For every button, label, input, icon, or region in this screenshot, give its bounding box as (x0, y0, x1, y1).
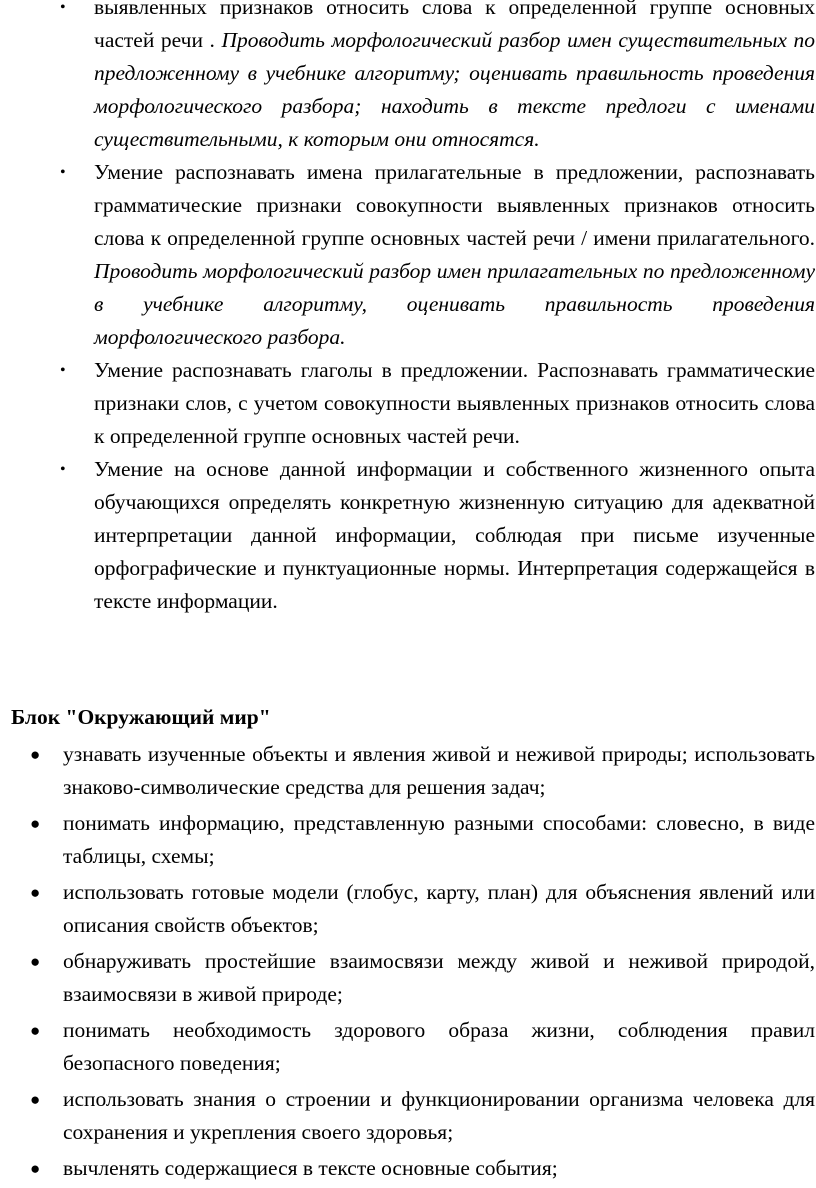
bullet-icon: • (60, 164, 66, 181)
bullet-icon: ● (30, 883, 41, 902)
item-text: Умение распознавать имена прилагательные в предложении, распознавать грамматические признаки совокупности выявленных признаков относить слова к определенной группе основных частей речи / имени прилагательного. (94, 160, 815, 250)
item-text: понимать необходимость здорового образа жизни, соблюдения правил безопасного поведения; (63, 1018, 815, 1075)
section-heading: Блок "Окружающий мир" (11, 705, 271, 729)
item-text: обнаруживать простейшие взаимосвязи между живой и неживой природой, взаимосвязи в живой природе; (63, 949, 815, 1006)
list-item (0, 807, 815, 873)
list-item (0, 156, 815, 354)
bullet-icon: ● (30, 1159, 41, 1178)
list-item (0, 876, 815, 942)
bullet-icon: • (60, 362, 66, 379)
item-text: использовать готовые модели (глобус, карту, план) для объяснения явлений или описания свойств объектов; (63, 880, 815, 937)
list-item (0, 1014, 815, 1080)
bullet-icon: ● (30, 1021, 41, 1040)
item-text: вычленять содержащиеся в тексте основные события; (63, 1156, 558, 1180)
item-text: выявленных признаков относить слова к определенной группе основных частей речи . (94, 0, 815, 52)
bullet-icon: • (60, 0, 66, 16)
item-text: узнавать изученные объекты и явления живой и неживой природы; использовать знаково-символические средства для решения задач; (63, 742, 815, 799)
list-item (0, 0, 815, 156)
bullet-icon: ● (30, 745, 41, 764)
bullet-icon: ● (30, 952, 41, 971)
bullet-icon: ● (30, 814, 41, 833)
bullet-icon: • (60, 461, 66, 478)
list-item (0, 945, 815, 1011)
item-text: Умение на основе данной информации и собственного жизненного опыта обучающихся определять конкретную жизненную ситуацию для адекватной интерпретации данной информации, соблюдая при письме изученные орфографические и пунктуационные нормы. Интерпретация содержащейся в тексте информации. (94, 457, 815, 613)
list-item (0, 738, 815, 804)
item-text: Умение распознавать глаголы в предложении. Распознавать грамматические признаки слов, с учетом совокупности выявленных признаков относить слова к определенной группе основных частей речи. (94, 358, 815, 448)
list-item (0, 1152, 815, 1185)
list-item (0, 1083, 815, 1149)
bullet-icon: ● (30, 1090, 41, 1109)
item-text-italic: Проводить морфологический разбор имен прилагательных по предложенному в учебнике алгоритму, оценивать правильность проведения морфологического разбора. (94, 259, 815, 349)
item-text: использовать знания о строении и функционировании организма человека для сохранения и укрепления своего здоровья; (63, 1087, 815, 1144)
world-skills-list (0, 738, 815, 1188)
item-text-italic: Проводить морфологический разбор имен существительных по предложенному в учебнике алгоритму; оценивать правильность проведения морфологического разбора; находить в тексте предлоги с именами существительными, к которым они относятся. (94, 28, 815, 151)
item-text: понимать информацию, представленную разными способами: словесно, в виде таблицы, схемы; (63, 811, 815, 868)
list-item (0, 354, 815, 453)
list-item (0, 453, 815, 618)
